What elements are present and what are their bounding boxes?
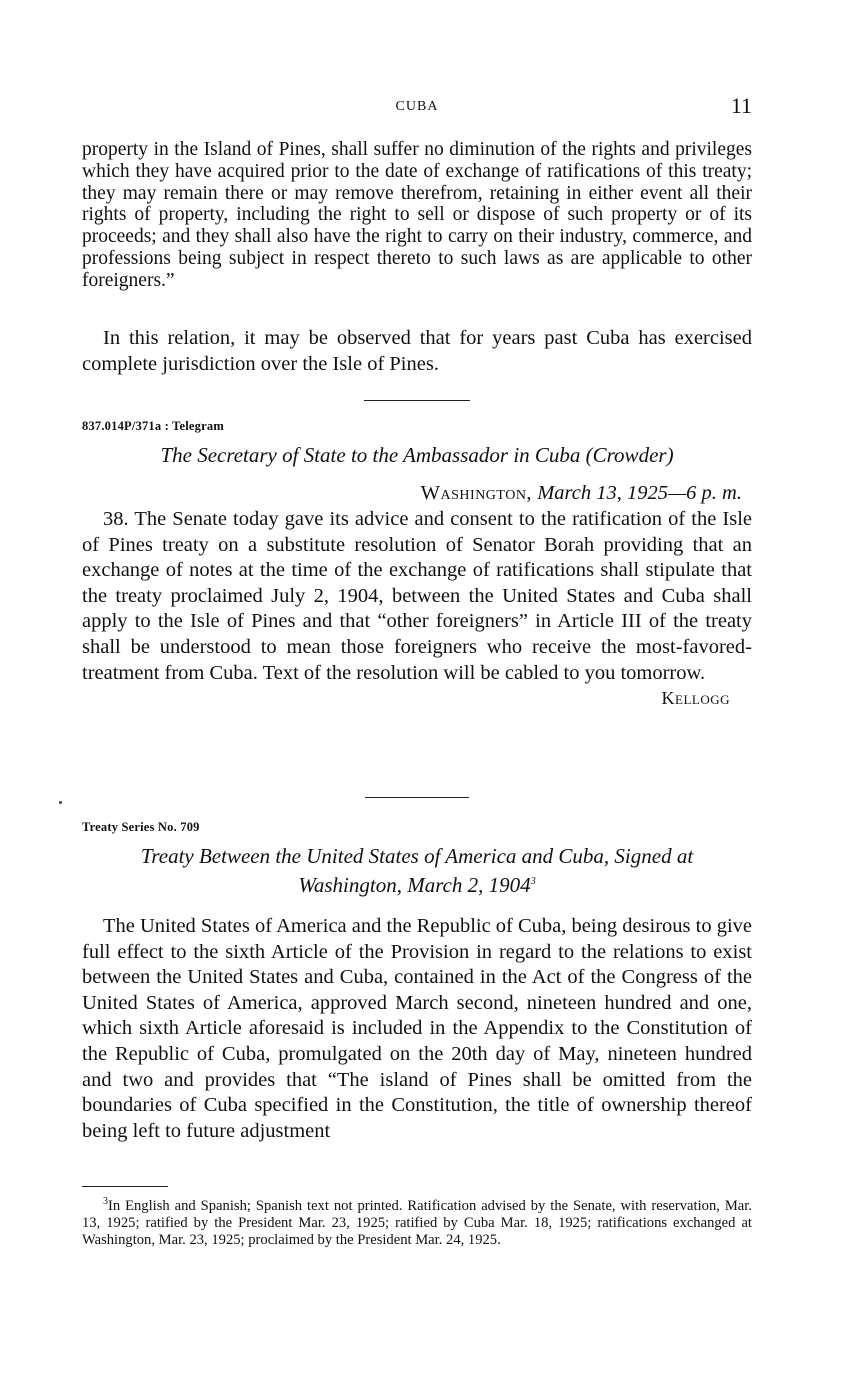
relation-section	[82, 326, 752, 377]
treaty-title-line1: Treaty Between the United States of America and Cuba, Signed at	[140, 844, 694, 868]
signature: Kellogg	[661, 688, 730, 709]
telegram-section	[82, 419, 752, 709]
footnote-text: In English and Spanish; Spanish text not printed. Ratification advised by the Senate, with reservation, Mar. 13, 1925; ratified by the President Mar. 23, 1925; ratified by Cuba Mar. 18, 1925; ratifications exchanged at Washington, Mar. 23, 1925; proclaimed by the President Mar. 24, 1925.	[82, 1197, 752, 1248]
footnote-rule	[82, 1186, 168, 1187]
treaty-title-line2-row	[82, 869, 752, 898]
running-head: CUBA	[395, 99, 439, 114]
section-divider-2	[365, 797, 469, 798]
footnote-marker: 3	[103, 1196, 108, 1207]
continued-text: property in the Island of Pines, shall suffer no diminution of the rights and privileges which they have acquired prior to the date of exchange of ratifications of this treaty; they may remain there or may remove therefrom, retaining in either event all their rights of property, including the right to sell or dispose of such property or of its proceeds; and they shall also have the right to carry on their industry, commerce, and professions being subject in respect thereto to such laws as are applicable to other foreigners.”	[82, 139, 752, 291]
relation-paragraph: In this relation, it may be observed that for years past Cuba has exercised complete jurisdiction over the Isle of Pines.	[82, 327, 752, 375]
treaty-body: The United States of America and the Republic of Cuba, being desirous to give full effect to the sixth Article of the Provision in regard to the relations to exist between the United States and Cuba, contained in the Act of the Congress of the United States of America, approved March second, nineteen hundred and one, which sixth Article aforesaid is included in the Appendix to the Constitution of the Republic of Cuba, promulgated on the 20th day of May, nineteen hundred and two and provides that “The island of Pines shall be omitted from the boundaries of Cuba specified in the Constitution, the title of ownership thereof being left to future adjustment	[82, 915, 753, 1142]
footnote-section	[82, 1193, 752, 1249]
telegram-title-prefix: The Secretary of State to the Ambassador in Cuba (	[160, 443, 593, 467]
stray-ink-mark	[59, 801, 62, 804]
dateline-date: March 13, 1925—6 p. m.	[537, 482, 742, 504]
telegram-body: 38. The Senate today gave its advice and consent to the ratification of the Isle of Pines treaty on a substitute resolution of Senator Borah providing that an exchange of notes at the time of the exchange of ratifications shall stipulate that the treaty proclaimed July 2, 1904, between the United States and Cuba shall apply to the Isle of Pines and that “other foreigners” in Article III of the treaty shall be understood to mean those foreigners who receive the most-favored-treatment from Cuba. Text of the resolution will be cabled to you tomorrow.	[82, 508, 752, 684]
treaty-title-line2: Washington, March 2, 1904	[298, 873, 531, 897]
page-header	[82, 93, 752, 123]
section-divider	[364, 400, 470, 401]
page-number: 11	[730, 93, 752, 118]
footnote	[82, 1193, 752, 1249]
continued-quotation	[82, 139, 752, 292]
treaty-section	[82, 820, 752, 1144]
telegram-title	[82, 442, 752, 468]
telegram-title-suffix: )	[666, 443, 674, 467]
footnote-ref: 3	[530, 876, 536, 887]
dateline	[82, 482, 752, 505]
telegram-title-name: Crowder	[592, 443, 667, 467]
treaty-title	[82, 843, 752, 898]
dateline-place: Washington,	[420, 482, 533, 504]
treaty-series: Treaty Series No. 709	[82, 820, 200, 834]
file-number: 837.014P/371a : Telegram	[82, 419, 224, 433]
